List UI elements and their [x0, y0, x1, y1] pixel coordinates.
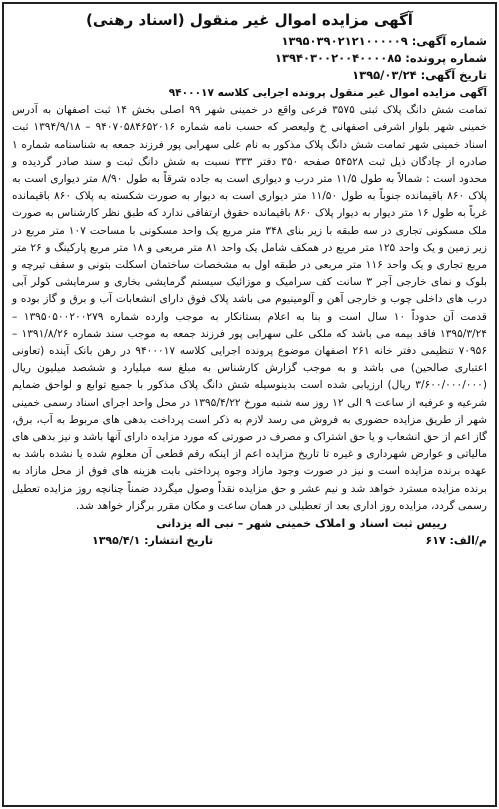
publication-date: تاریخ انتشار: ۱۳۹۵/۴/۱ [92, 534, 214, 548]
notice-title: آگهی مزایده اموال غیر منقول (اسناد رهنی) [86, 11, 413, 29]
case-number: شماره پرونده: ۱۳۹۴۰۳۰۰۲۰۰۴۰۰۰۰۸۵ [274, 51, 487, 65]
notice-date: تاریخ آگهی: ۱۳۹۵/۰۳/۲۴ [352, 68, 487, 82]
notice-number: شماره آگهی: ۱۳۹۵۰۳۹۰۲۱۲۱۰۰۰۰۰۹ [281, 34, 487, 48]
notice-body-text: تمامت شش دانگ پلاک ثبتی ۳۵۷۵ فرعی واقع در خمینی شهر ۹۹ اصلی بخش ۱۴ ثبت اصفهان به آدرس خمینی شهر بلوار اشرفی اصفهانی خ ولیعصر که حسب نامه شماره ۹۴۰۷۰۵۸۴۶۵۲۰۱۶ – ۱۳۹۴/۹/۱۸ ثبت اسناد خمینی شهر تمامت شش دانگ پلاک مذکور به نام علی سهرابی پور فرزند جمعه به شناسنامه شماره ۱ صادره از چادگان ذیل ثبت ۵۴۵۲۸ صفحه ۳۵۰ دفتر ۳۳۳ نسبت به شش دانگ ثبت و سند صادر گردیده و محدود است : شمالاً به طول ۱۱/۵ متر درب و دیواری است به جاده شرقاً به طول ۸/۹۰ متر دیواری است به پلاک ۸۶۰ باقیمانده جنوباً به طول ۱۱/۵۰ متر دیواری است به دیوار به صورت شکسته به پلاک ۸۶۰ باقیمانده غرباً به طول ۱۶ متر دیوار به دیوار پلاک ۸۶۰ باقیمانده حقوق ارتفاقی ندارد که طبق نظر کارشناس به صورت ملک مسکونی تجاری در سه طبقه با زیر بنای ۳۴۸ متر مربع یک واحد مسکونی با مساحت ۱۰۷ متر مربع در زیر زمین و یک واحد ۱۲۵ متر مربع در همکف شامل یک واحد ۸۱ متر مربعی و ۱۸ متر مربع پارکینگ و ۲۶ متر مربع تجاری و یک واحد ۱۱۶ متر مربعی در طبقه اول به مشخصات ساختمان اسکلت بتونی و سقف تیرچه و بلوک و نمای خارجی آجر ۳ سانت کف سرامیک و موزائیک سیستم گرمایشی بخاری و سرمایشی کولر آبی درب های داخلی چوب و خارجی آهن و آلومینیوم می باشد پلاک فوق دارای انشعابات آب و برق و گاز بوده و قدمت آن حدوداً ۱۰ سال است و بنا به اعلام بستانکار به موجب وارده شماره ۱۳۹۵۰۵۰۰۲۰۰۲۷۹ – ۱۳۹۵/۳/۲۴ فاقد بیمه می باشد که ملکی علی سهرابی پور فرزند جمعه به موجب سند شماره ۱۳۹۱/۸/۲۶ – ۷۰۹۵۶ تنظیمی دفتر خانه ۲۶۱ اصفهان موضوع پرونده اجرایی کلاسه ۹۴۰۰۰۱۷ در رهن بانک آینده (تعاونی اعتباری صالحین) می باشد و به موجب گزارش کارشناس به مبلغ سه میلیارد و ششصد میلیون ریال (۳/۶۰۰/۰۰۰/۰۰۰ ریال) ارزیابی شده است بدینوسیله شش دانگ پلاک مذکور با جمیع توابع و لواحق ضمایم شرعیه و عرفیه از ساعت ۹ الی ۱۲ روز سه شنبه مورخ ۱۳۹۵/۴/۲۲ در محل واحد اجرای اسناد رسمی خمینی شهر از طریق مزایده حضوری به فروش می رسد لازم به ذکر است پرداخت بدهی های مربوط به آب، برق، گاز اعم از حق انشعاب و یا حق اشتراک و مصرف در صورتی که مورد مزایده دارای آنها باشد و نیز بدهی های مالیاتی و عوارض شهرداری و غیره تا تاریخ مزایده اعم از اینکه رقم قطعی آن معلوم شده یا نشده باشد به عهده برنده مزایده است و نیز در صورت وجود مازاد وجوه پرداختی بابت هزینه های فوق از محل مازاد به برنده مزایده مسترد خواهد شد و نیم عشر و حق مزایده نقداً وصول میگردد ضمناً چنانچه روز مزایده تعطیل رسمی گردد، مزایده روز اداری بعد از تعطیلی در همان ساعت و مکان مقرر برگزار خواهد شد. [12, 104, 488, 512]
notice-body [12, 85, 487, 515]
auction-notice [2, 2, 497, 807]
notice-heading-line: آگهی مزایده اموال غیر منقول پرونده اجرایی کلاسه ۹۴۰۰۰۱۷ [168, 87, 487, 99]
signature-line: رییس ثبت اسناد و املاک خمینی شهر – نبی اله یزدانی [156, 517, 447, 531]
footer-row [12, 532, 487, 549]
publication-number: م/الف: ۶۱۷ [425, 534, 487, 548]
